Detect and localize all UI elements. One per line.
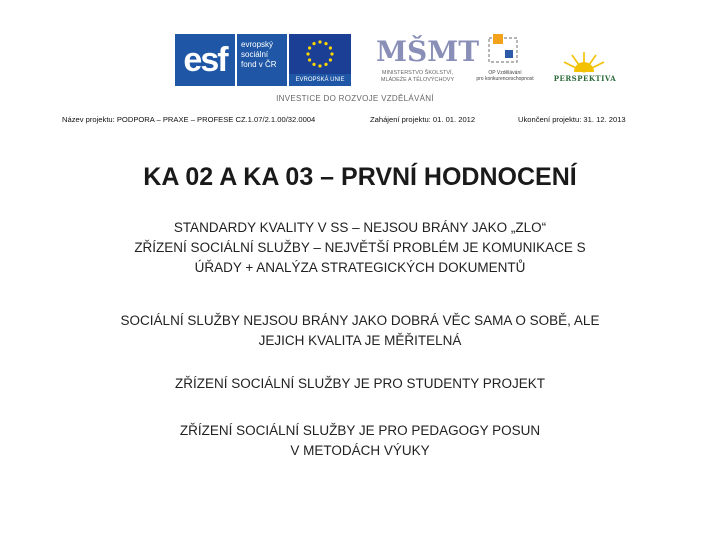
op-puzzle-icon [475, 32, 535, 70]
op-text [475, 70, 535, 82]
paragraph-line: ZŘÍZENÍ SOCIÁLNÍ SLUŽBY – NEJVĚTŠÍ PROBLÉM JE KOMUNIKACE S [134, 240, 586, 255]
esf-text-line: sociální [241, 50, 269, 59]
project-start: Zahájení projektu: 01. 01. 2012 [370, 115, 476, 124]
project-info [0, 115, 720, 129]
eu-flag-icon [289, 34, 351, 74]
esf-mark: esf [175, 34, 235, 86]
esf-text-line: evropský [241, 40, 274, 49]
msmt-text [370, 70, 465, 84]
perspektiva-text: PERSPEKTIVA [553, 74, 617, 83]
paragraph-line: V METODÁCH VÝUKY [290, 443, 430, 458]
paragraph-line: ZŘÍZENÍ SOCIÁLNÍ SLUŽBY JE PRO STUDENTY PROJEKT [174, 376, 546, 391]
paragraph-standards [60, 218, 660, 278]
op-text-line: pro konkurenceschopnost [476, 76, 534, 82]
paragraph-line: JEJICH KVALITA JE MĚŘITELNÁ [258, 333, 462, 348]
msmt-text-line: MLÁDEŽE A TĚLOVÝCHOVY [380, 77, 455, 83]
esf-text-line: fond v ČR [241, 60, 277, 69]
eu-caption: EVROPSKÁ UNIE [289, 74, 351, 86]
paragraph-quality [60, 311, 660, 351]
msmt-mark: MŠMT [376, 35, 480, 68]
esf-logo [175, 34, 351, 86]
slide-title: KA 02 A KA 03 – PRVNÍ HODNOCENÍ [143, 163, 577, 191]
op-text-line: OP Vzdělávání [488, 70, 522, 76]
perspektiva-logo [548, 48, 620, 88]
esf-text [237, 34, 287, 86]
paragraph-line: ZŘÍZENÍ SOCIÁLNÍ SLUŽBY JE PRO PEDAGOGY POSUN [179, 423, 541, 438]
project-name: Název projektu: PODPORA – PRAXE – PROFESE CZ.1.07/2.1.00/32.0004 [62, 115, 316, 124]
investment-tagline: INVESTICE DO ROZVOJE VZDĚLÁVÁNÍ [276, 94, 434, 103]
msmt-logo [370, 32, 480, 92]
paragraph-line: ÚŘADY + ANALÝZA STRATEGICKÝCH DOKUMENTŮ [194, 260, 526, 275]
paragraph-teachers [60, 421, 660, 461]
paragraph-students [60, 374, 660, 394]
sun-icon [548, 48, 620, 74]
project-end: Ukončení projektu: 31. 12. 2013 [518, 115, 626, 124]
logo-banner [170, 30, 620, 110]
op-vzdelavani-logo [475, 32, 535, 92]
paragraph-line: STANDARDY KVALITY V SS – NEJSOU BRÁNY JAKO „ZLO“ [173, 220, 547, 235]
paragraph-line: SOCIÁLNÍ SLUŽBY NEJSOU BRÁNY JAKO DOBRÁ VĚC SAMA O SOBĚ, ALE [120, 313, 600, 328]
msmt-text-line: MINISTERSTVO ŠKOLSTVÍ, [381, 70, 454, 76]
